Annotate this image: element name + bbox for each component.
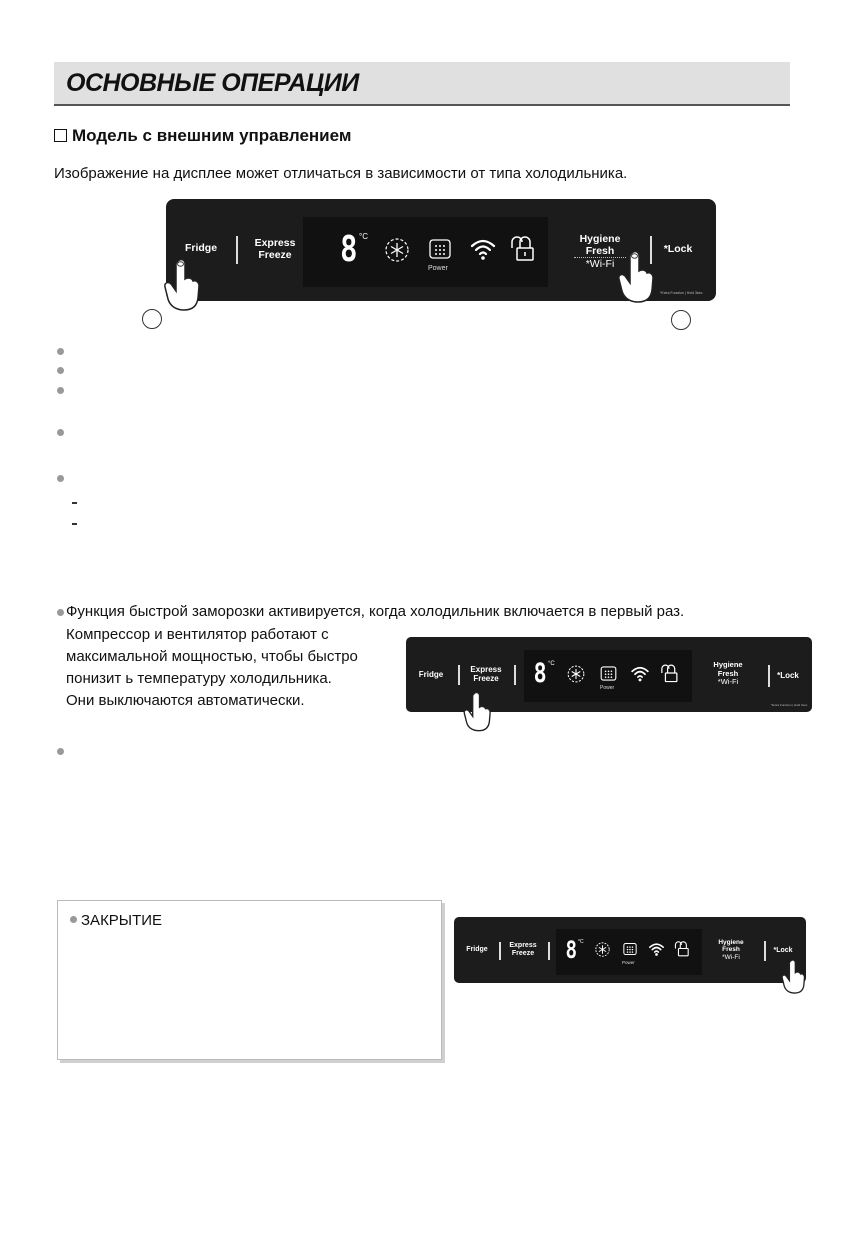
power-label: Power	[622, 960, 635, 965]
page-title: ОСНОВНЫЕ ОПЕРАЦИИ	[66, 69, 359, 97]
express-freeze-button[interactable]	[504, 942, 542, 958]
temperature-unit: °C	[548, 661, 555, 667]
express-paragraph-line3: максимальной мощностью, чтобы быстро	[66, 648, 358, 665]
extra-function-note: *Extra Function | Hold 3sec.	[771, 703, 809, 707]
power-icon	[599, 664, 618, 683]
list-bullet	[57, 387, 64, 394]
list-bullet	[57, 609, 64, 616]
fridge-button[interactable]: Fridge	[466, 946, 488, 953]
section-subtitle: Изображение на дисплее может отличаться в зависимости от типа холодильника.	[54, 165, 628, 182]
freeze-label: Freeze	[473, 674, 499, 684]
express-paragraph-line1: Функция быстрой заморозки активируется, когда холодильник включается в первый раз.	[66, 603, 685, 620]
hygiene-label: Hygiene	[718, 939, 744, 946]
express-label: Express	[470, 665, 502, 674]
express-label: Express	[509, 942, 537, 949]
express-freeze-icon	[566, 664, 586, 684]
lock-button[interactable]: *Lock	[663, 243, 693, 255]
fresh-label: Fresh	[717, 668, 739, 678]
fresh-label: Fresh	[722, 946, 740, 954]
list-bullet	[57, 475, 64, 482]
lock-title-text: ЗАКРЫТИЕ	[81, 912, 163, 929]
temperature-unit: °C	[359, 232, 368, 241]
lock-icon	[658, 663, 680, 683]
power-icon	[622, 941, 638, 957]
lock-callout-box	[57, 900, 442, 1060]
hygiene-label: Hygiene	[579, 233, 621, 245]
express-paragraph-line4: понизит ь температуру холодильника.	[66, 670, 332, 687]
power-icon	[427, 236, 453, 262]
hand-pointer-icon	[780, 957, 808, 995]
freeze-label: Freeze	[258, 249, 292, 262]
fridge-button[interactable]: Fridge	[184, 242, 218, 254]
section-title	[54, 126, 351, 146]
divider	[458, 665, 460, 685]
wifi-icon	[630, 664, 650, 683]
divider	[236, 236, 238, 264]
lock-button[interactable]: *Lock	[773, 947, 793, 954]
express-paragraph-line5: Они выключаются автоматически.	[66, 692, 305, 709]
lock-icon	[507, 234, 537, 262]
page-header	[54, 62, 790, 106]
section-title-text: Модель с внешним управлением	[72, 126, 352, 145]
power-label: Power	[428, 265, 448, 272]
callout-marker-left	[142, 309, 162, 329]
callout-marker-right	[671, 310, 691, 330]
express-freeze-button[interactable]	[248, 237, 302, 261]
fridge-button[interactable]: Fridge	[418, 670, 444, 679]
divider	[548, 942, 550, 960]
freeze-label: Freeze	[511, 950, 535, 958]
control-panel-main	[166, 199, 716, 301]
wifi-label: *Wi-Fi	[585, 258, 615, 271]
fresh-label: Fresh	[574, 245, 626, 258]
lock-button[interactable]: *Lock	[777, 671, 799, 680]
hand-pointer-icon	[616, 247, 658, 305]
lock-icon	[672, 940, 691, 957]
list-bullet	[70, 916, 77, 923]
checkbox-icon	[54, 129, 67, 142]
temperature-unit: °C	[578, 939, 584, 945]
temperature-digit: 8	[533, 658, 547, 689]
express-freeze-icon	[383, 236, 411, 264]
hand-pointer-icon	[162, 255, 204, 313]
power-label: Power	[600, 685, 615, 691]
hygiene-fresh-button[interactable]	[706, 661, 750, 687]
control-panel-lock	[454, 917, 806, 983]
express-paragraph-line2: Компрессор и вентилятор работают с	[66, 626, 329, 643]
hygiene-fresh-button[interactable]	[712, 939, 750, 961]
temperature-digit: 8	[565, 936, 578, 964]
express-label: Express	[254, 237, 296, 249]
temperature-digit: 8	[340, 229, 358, 270]
control-panel-express	[406, 637, 812, 712]
divider	[764, 941, 766, 961]
list-bullet	[57, 748, 64, 755]
hand-pointer-icon	[462, 689, 494, 733]
lock-title	[70, 912, 162, 929]
list-dash	[72, 502, 77, 504]
divider	[514, 665, 516, 685]
divider	[499, 942, 501, 960]
extra-function-note: *Extra Function | Hold 3sec.	[660, 291, 704, 295]
wifi-label: *Wi-Fi	[722, 953, 740, 961]
hygiene-label: Hygiene	[713, 660, 743, 669]
list-bullet	[57, 429, 64, 436]
express-freeze-icon	[594, 941, 611, 958]
list-bullet	[57, 367, 64, 374]
wifi-label: *Wi-Fi	[717, 677, 739, 687]
wifi-icon	[469, 236, 497, 262]
wifi-icon	[648, 941, 665, 957]
divider	[768, 665, 770, 687]
express-freeze-button[interactable]	[464, 665, 508, 683]
list-dash	[72, 523, 77, 525]
list-bullet	[57, 348, 64, 355]
